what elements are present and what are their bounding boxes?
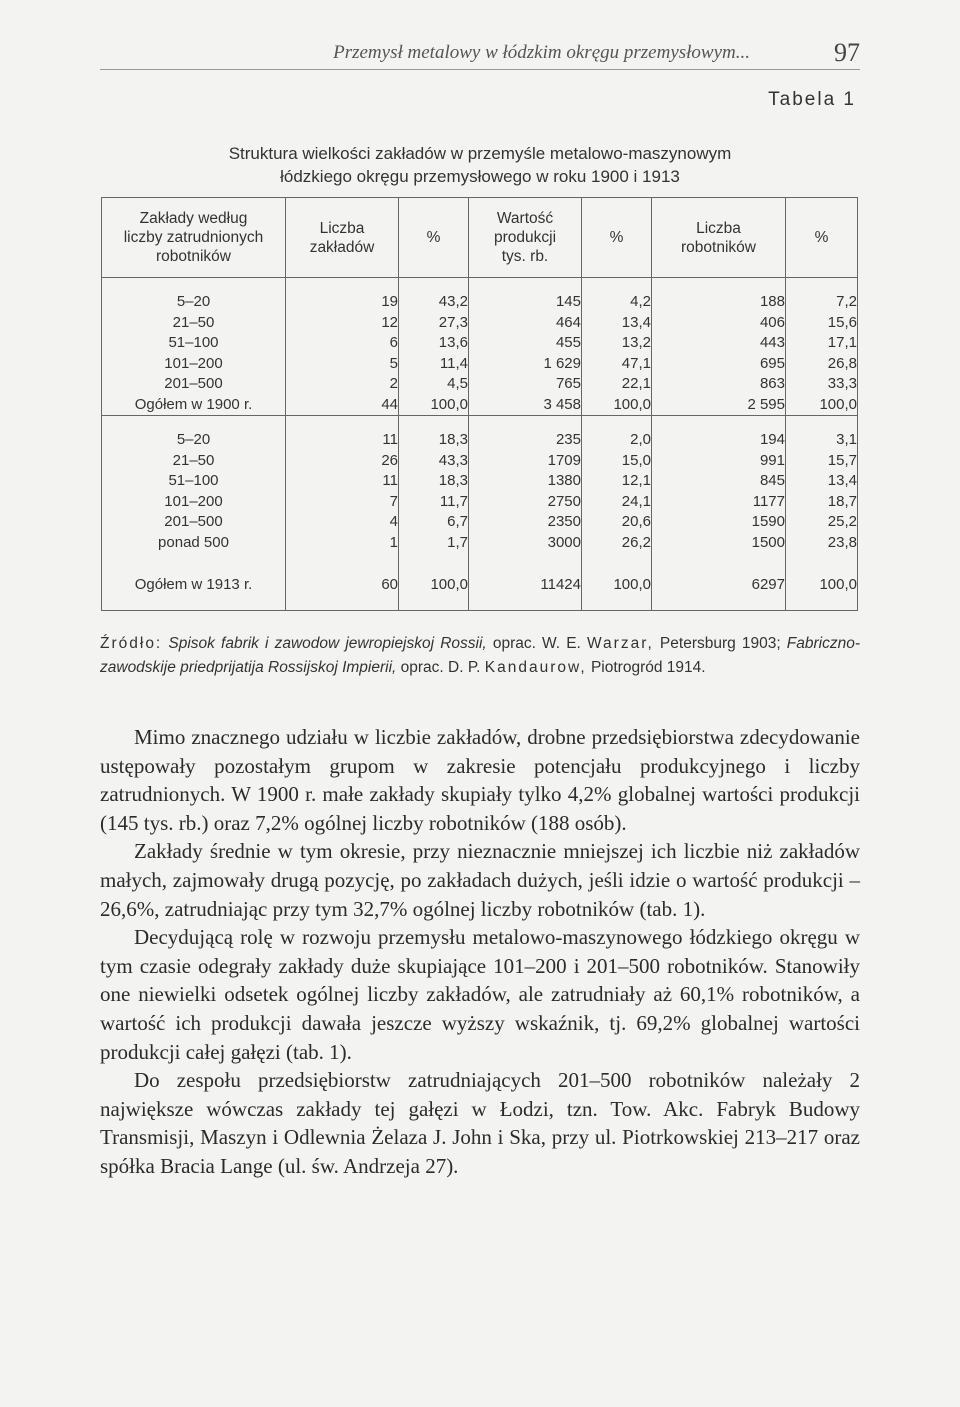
cell-workers-pct xyxy=(786,596,858,611)
table-row xyxy=(102,416,858,431)
cell-size-group: 51–100 xyxy=(102,471,286,492)
cell-plants-count: 11 xyxy=(286,430,399,451)
cell-plants-pct: 100,0 xyxy=(399,395,469,416)
cell-plants-count: 4 xyxy=(286,512,399,533)
cell-plants-pct xyxy=(399,596,469,611)
table-row xyxy=(102,354,858,375)
cell-workers-pct xyxy=(786,278,858,293)
cell-workers-pct: 7,2 xyxy=(786,292,858,313)
cell-workers-pct: 15,6 xyxy=(786,313,858,334)
data-table xyxy=(101,197,858,611)
cell-workers-count: 443 xyxy=(652,333,786,354)
cell-production-pct: 12,1 xyxy=(582,471,652,492)
caption-line-2: łódzkiego okręgu przemysłowego w roku 1900 i 1913 xyxy=(280,167,680,186)
cell-plants-count: 60 xyxy=(286,575,399,596)
cell-plants-count: 26 xyxy=(286,451,399,472)
table-row xyxy=(102,333,858,354)
cell-plants-count: 7 xyxy=(286,492,399,513)
cell-plants-pct: 4,5 xyxy=(399,374,469,395)
cell-plants-pct xyxy=(399,278,469,293)
source-author-2: Kandaurow, xyxy=(484,659,587,676)
cell-size-group: Ogółem w 1900 r. xyxy=(102,395,286,416)
running-head xyxy=(100,40,860,70)
cell-workers-pct: 13,4 xyxy=(786,471,858,492)
cell-plants-count xyxy=(286,553,399,575)
cell-production-value: 235 xyxy=(469,430,582,451)
cell-workers-count xyxy=(652,553,786,575)
cell-production-value: 145 xyxy=(469,292,582,313)
cell-production-pct xyxy=(582,416,652,431)
cell-plants-count: 44 xyxy=(286,395,399,416)
table-row xyxy=(102,292,858,313)
caption-line-1: Struktura wielkości zakładów w przemyśle metalowo-maszynowym xyxy=(228,144,732,163)
cell-size-group: ponad 500 xyxy=(102,533,286,554)
cell-plants-count: 11 xyxy=(286,471,399,492)
cell-production-pct: 4,2 xyxy=(582,292,652,313)
cell-workers-count: 406 xyxy=(652,313,786,334)
table-row xyxy=(102,471,858,492)
cell-plants-pct xyxy=(399,416,469,431)
header-plants-pct: % xyxy=(399,198,469,278)
cell-plants-count: 12 xyxy=(286,313,399,334)
cell-plants-count xyxy=(286,278,399,293)
cell-size-group xyxy=(102,278,286,293)
page-number: 97 xyxy=(834,38,860,67)
cell-workers-count xyxy=(652,416,786,431)
cell-plants-pct xyxy=(399,553,469,575)
cell-plants-count xyxy=(286,596,399,611)
cell-plants-pct: 13,6 xyxy=(399,333,469,354)
source-text-1: oprac. W. E. xyxy=(486,635,587,652)
cell-size-group: Ogółem w 1913 r. xyxy=(102,575,286,596)
cell-size-group xyxy=(102,596,286,611)
cell-plants-pct: 11,4 xyxy=(399,354,469,375)
cell-production-pct: 15,0 xyxy=(582,451,652,472)
cell-workers-count: 2 595 xyxy=(652,395,786,416)
cell-workers-pct: 3,1 xyxy=(786,430,858,451)
cell-production-value: 1 629 xyxy=(469,354,582,375)
source-text-2: Petersburg 1903; xyxy=(653,635,787,652)
cell-size-group: 201–500 xyxy=(102,374,286,395)
cell-plants-pct: 18,3 xyxy=(399,430,469,451)
header-workers-count: Liczba robotników xyxy=(652,198,786,278)
cell-workers-count: 845 xyxy=(652,471,786,492)
cell-production-value: 2750 xyxy=(469,492,582,513)
cell-size-group: 201–500 xyxy=(102,512,286,533)
cell-workers-count: 188 xyxy=(652,292,786,313)
cell-size-group: 21–50 xyxy=(102,313,286,334)
cell-production-pct xyxy=(582,596,652,611)
cell-workers-count: 1590 xyxy=(652,512,786,533)
cell-workers-pct: 25,2 xyxy=(786,512,858,533)
cell-workers-pct xyxy=(786,553,858,575)
table-row xyxy=(102,512,858,533)
cell-production-value: 464 xyxy=(469,313,582,334)
cell-production-value: 1709 xyxy=(469,451,582,472)
cell-workers-pct: 26,8 xyxy=(786,354,858,375)
cell-size-group: 101–200 xyxy=(102,492,286,513)
table-header-row xyxy=(102,198,858,278)
cell-production-pct: 13,2 xyxy=(582,333,652,354)
cell-plants-pct: 6,7 xyxy=(399,512,469,533)
paragraph: Decydującą rolę w rozwoju przemysłu metalowo-maszynowego łódzkiego okręgu w tym czasie odegrały zakłady duże skupiające 101–200 i 201–500 robotników. Stanowiły one niewielki odsetek ogólnej liczby zakładów, ale zatrudniały aż 60,1% robotników, a wartość ich produkcji dawała jeszcze wyższy wskaźnik, tj. 69,2% globalnej wartości produkcji całej gałęzi (tab. 1). xyxy=(100,925,860,1064)
cell-plants-pct: 18,3 xyxy=(399,471,469,492)
table-caption xyxy=(100,142,860,188)
cell-production-value: 2350 xyxy=(469,512,582,533)
source-label: Źródło: xyxy=(100,635,163,652)
cell-plants-count: 6 xyxy=(286,333,399,354)
cell-workers-pct: 100,0 xyxy=(786,395,858,416)
header-plants-count: Liczba zakładów xyxy=(286,198,399,278)
cell-workers-pct: 18,7 xyxy=(786,492,858,513)
cell-workers-count: 1177 xyxy=(652,492,786,513)
table-row xyxy=(102,575,858,596)
cell-workers-count: 991 xyxy=(652,451,786,472)
cell-workers-pct: 100,0 xyxy=(786,575,858,596)
cell-workers-count: 695 xyxy=(652,354,786,375)
cell-production-value xyxy=(469,278,582,293)
cell-production-pct: 26,2 xyxy=(582,533,652,554)
table-row xyxy=(102,313,858,334)
cell-production-pct: 47,1 xyxy=(582,354,652,375)
header-size-group: Zakłady według liczby zatrudnionych robotników xyxy=(102,198,286,278)
cell-workers-pct xyxy=(786,416,858,431)
cell-production-pct: 100,0 xyxy=(582,575,652,596)
running-title: Przemysł metalowy w łódzkim okręgu przemysłowym... xyxy=(333,42,750,63)
table-row xyxy=(102,596,858,611)
cell-workers-pct: 17,1 xyxy=(786,333,858,354)
cell-plants-pct: 27,3 xyxy=(399,313,469,334)
cell-size-group: 101–200 xyxy=(102,354,286,375)
cell-production-value: 1380 xyxy=(469,471,582,492)
header-rule xyxy=(100,69,860,70)
cell-production-value: 11424 xyxy=(469,575,582,596)
paragraph: Mimo znacznego udziału w liczbie zakładów, drobne przedsiębiorstwa zdecydowanie ustępowały pozostałym grupom w zakresie potencjału produkcyjnego i liczby zatrudnionych. W 1900 r. małe zakłady skupiały tylko 4,2% globalnej wartości produkcji (145 tys. rb.) oraz 7,2% ogólnej liczby robotników (188 osób). xyxy=(100,725,860,835)
cell-size-group xyxy=(102,553,286,575)
cell-workers-count: 863 xyxy=(652,374,786,395)
cell-workers-pct: 15,7 xyxy=(786,451,858,472)
cell-workers-count: 1500 xyxy=(652,533,786,554)
table-label: Tabela 1 xyxy=(768,89,856,110)
cell-production-value: 765 xyxy=(469,374,582,395)
cell-workers-pct: 23,8 xyxy=(786,533,858,554)
paragraph: Do zespołu przedsiębiorstw zatrudniających 201–500 robotników należały 2 największe wówczas zakłady tej gałęzi w Łodzi, tzn. Tow. Akc. Fabryk Budowy Transmisji, Maszyn i Odlewnia Żelaza J. John i Ska, przy ul. Piotrkowskiej 213–217 oraz spółka Bracia Lange (ul. św. Andrzeja 27). xyxy=(100,1068,860,1178)
cell-plants-pct: 43,3 xyxy=(399,451,469,472)
cell-production-pct xyxy=(582,278,652,293)
cell-size-group: 5–20 xyxy=(102,430,286,451)
table-row xyxy=(102,492,858,513)
table-row xyxy=(102,430,858,451)
paragraph: Zakłady średnie w tym okresie, przy nieznacznie mniejszej ich liczbie niż zakładów małych, zajmowały drugą pozycję, po zakładach dużych, jeśli idzie o wartość produkcji – 26,6%, zatrudniając przy tym 32,7% ogólnej liczby robotników (tab. 1). xyxy=(100,839,860,921)
cell-production-pct: 13,4 xyxy=(582,313,652,334)
cell-production-pct: 2,0 xyxy=(582,430,652,451)
cell-production-value xyxy=(469,416,582,431)
cell-workers-count xyxy=(652,596,786,611)
table-row xyxy=(102,278,858,293)
cell-size-group xyxy=(102,416,286,431)
cell-plants-count: 19 xyxy=(286,292,399,313)
header-production-value: Wartość produkcji tys. rb. xyxy=(469,198,582,278)
cell-workers-count xyxy=(652,278,786,293)
table-row xyxy=(102,395,858,416)
cell-production-value: 3000 xyxy=(469,533,582,554)
cell-production-pct: 100,0 xyxy=(582,395,652,416)
source-title-1: Spisok fabrik i zawodow jewropiejskoj Rossii, xyxy=(168,635,487,652)
cell-production-pct: 24,1 xyxy=(582,492,652,513)
cell-production-pct: 20,6 xyxy=(582,512,652,533)
cell-production-pct xyxy=(582,553,652,575)
cell-plants-pct: 100,0 xyxy=(399,575,469,596)
body-text xyxy=(100,723,860,1181)
header-workers-pct: % xyxy=(786,198,858,278)
cell-plants-count: 2 xyxy=(286,374,399,395)
source-title-2: Fabriczno-zawodskije priedprijatija Rossijskoj Impierii, xyxy=(100,635,860,676)
source-author-1: Warzar, xyxy=(586,635,654,652)
cell-size-group: 21–50 xyxy=(102,451,286,472)
cell-plants-pct: 11,7 xyxy=(399,492,469,513)
source-text-3: oprac. D. P. xyxy=(396,659,485,676)
cell-plants-count: 1 xyxy=(286,533,399,554)
header-production-pct: % xyxy=(582,198,652,278)
cell-plants-pct: 1,7 xyxy=(399,533,469,554)
cell-workers-pct: 33,3 xyxy=(786,374,858,395)
cell-production-value: 455 xyxy=(469,333,582,354)
cell-production-pct: 22,1 xyxy=(582,374,652,395)
cell-production-value: 3 458 xyxy=(469,395,582,416)
table-row xyxy=(102,533,858,554)
cell-plants-count: 5 xyxy=(286,354,399,375)
cell-plants-count xyxy=(286,416,399,431)
table-row xyxy=(102,374,858,395)
source-text-4: Piotrogród 1914. xyxy=(586,659,706,676)
cell-plants-pct: 43,2 xyxy=(399,292,469,313)
source-note xyxy=(100,632,860,680)
cell-workers-count: 6297 xyxy=(652,575,786,596)
table-row xyxy=(102,553,858,575)
table-body xyxy=(102,278,858,611)
cell-workers-count: 194 xyxy=(652,430,786,451)
cell-production-value xyxy=(469,596,582,611)
table-row xyxy=(102,451,858,472)
cell-size-group: 51–100 xyxy=(102,333,286,354)
cell-production-value xyxy=(469,553,582,575)
cell-size-group: 5–20 xyxy=(102,292,286,313)
